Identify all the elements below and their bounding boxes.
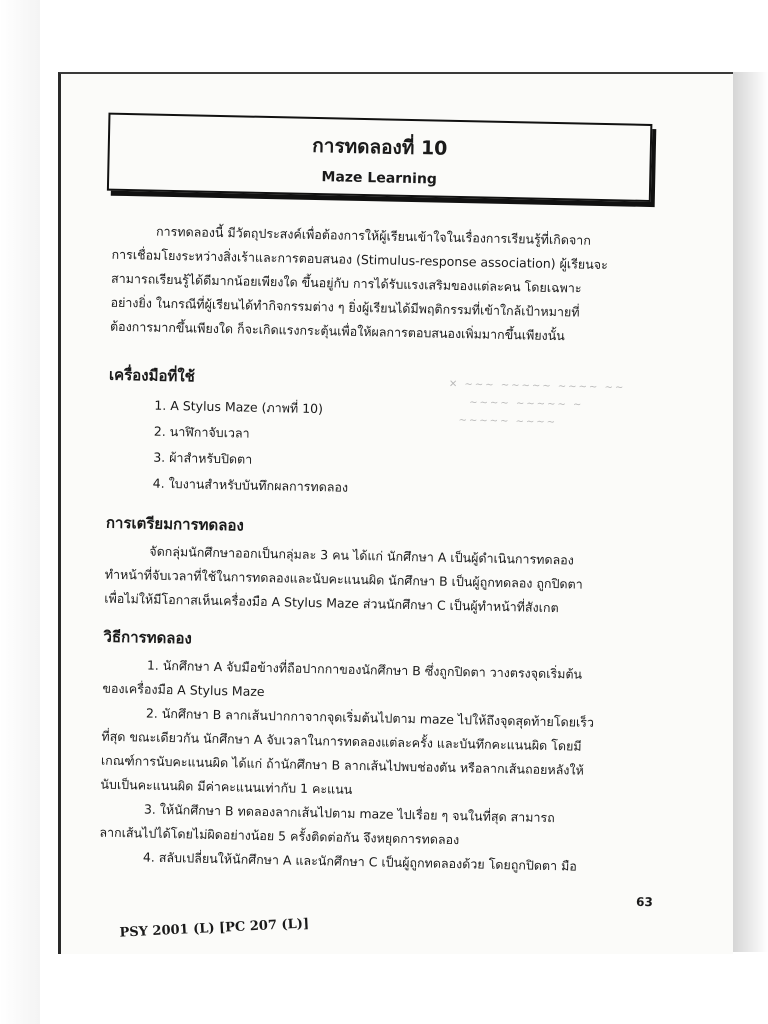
method-line: 1. นักศึกษา A จับมือข้างที่ถือปากกาของนักศึกษา B ซึ่งถูกปิดตา วางตรงจุดเริ่มต้น (146, 657, 583, 682)
page-number: 63 (635, 894, 653, 910)
method-line: ที่สุด ขณะเดียวกัน นักศึกษา A จับเวลาในการทดลองแต่ละครั้ง และบันทึกคะแนนผิด โดยมี (101, 728, 582, 754)
method-line: 2. นักศึกษา B ลากเส้นปากกาจากจุดเริ่มต้นไปตาม maze ไปให้ถึงจุดสุดท้ายโดยเร็ว (145, 705, 595, 730)
tools-heading: เครื่องมือที่ใช้ (108, 365, 196, 386)
method-paragraph (99, 653, 659, 881)
method-line: 4. สลับเปลี่ยนให้นักศึกษา A และนักศึกษา C เป็นผู้ถูกทดลองด้วย โดยถูกปิดตา มือ (142, 849, 578, 874)
method-line: เกณฑ์การนับคะแนนผิด ได้แก่ ถ้านักศึกษา B ลากเส้นไปพบช่องตัน หรือลากเส้นถอยหลังให้ (100, 752, 584, 778)
course-code-footer: PSY 2001 (L) [PC 207 (L)] (119, 916, 310, 941)
page-title: การทดลองที่ 10 (312, 134, 448, 160)
page-subtitle: Maze Learning (321, 169, 438, 188)
tool-item: 2. นาฬิกาจับเวลา (153, 423, 250, 441)
method-line: นับเป็นคะแนนผิด มีค่าคะแนนเท่ากับ 1 คะแนน (100, 776, 353, 797)
intro-line: การเชื่อมโยงระหว่างสิ่งเร้าและการตอบสนอง (Stimulus-response association) ผู้เรียนจะ (111, 246, 608, 273)
document-page (58, 72, 733, 954)
prep-heading: การเตรียมการทดลอง (105, 513, 244, 535)
method-line: ของเครื่องมือ A Stylus Maze (102, 680, 265, 700)
method-heading: วิธีการทดลอง (103, 627, 193, 648)
title-box (107, 113, 653, 202)
prep-line: เพื่อไม่ให้มีโอกาสเห็นเครื่องมือ A Stylus Maze ส่วนนักศึกษา C เป็นผู้ทำหน้าที่สังเกต (104, 590, 559, 616)
tool-item: 3. ผ้าสำหรับปิดตา (153, 449, 253, 467)
intro-line: ต้องการมากขึ้นเพียงใด ก็จะเกิดแรงกระตุ้นเพื่อให้ผลการตอบสนองเพิ่มมากขึ้นเพียงนั้น (109, 318, 565, 344)
prep-line: ทำหน้าที่จับเวลาที่ใช้ในการทดลองและนับคะแนนผิด นักศึกษา B เป็นผู้ถูกทดลอง ถูกปิดตา (104, 566, 583, 592)
tool-item: 1. A Stylus Maze (ภาพที่ 10) (154, 397, 324, 417)
prep-paragraph (104, 539, 661, 623)
pencil-annotation: ✕ ~~~ ~~~~~ ~~~~ ~~ ~~~~ ~~~~~ ~ ~~~~~ ~~~~ (448, 378, 626, 429)
intro-line: อย่างยิ่ง ในกรณีที่ผู้เรียนได้ทำกิจกรรมต่าง ๆ ยิ่งผู้เรียนได้มีพฤติกรรมที่เข้าใกล้เป้าหมายที่ (110, 294, 580, 320)
intro-line: สามารถเรียนรู้ได้ดีมากน้อยเพียงใด ขึ้นอยู่กับ การได้รับแรงเสริมของแต่ละคน โดยเฉพาะ (110, 270, 582, 296)
method-line: ลากเส้นไปได้โดยไม่ผิดอย่างน้อย 5 ครั้งติดต่อกัน จึงหยุดการทดลอง (99, 824, 460, 848)
scan-margin (0, 0, 40, 1024)
page-content (51, 68, 741, 962)
tool-item: 4. ใบงานสำหรับบันทึกผลการทดลอง (152, 475, 349, 495)
prep-line: จัดกลุ่มนักศึกษาออกเป็นกลุ่มละ 3 คน ได้แก่ นักศึกษา A เป็นผู้ดำเนินการทดลอง (149, 543, 575, 568)
intro-line: การทดลองนี้ มีวัตถุประสงค์เพื่อต้องการให้ผู้เรียนเข้าใจในเรื่องการเรียนรู้ที่เกิดจาก (155, 223, 592, 248)
intro-paragraph (110, 219, 668, 351)
method-line: 3. ให้นักศึกษา B ทดลองลากเส้นไปตาม maze ไปเรื่อย ๆ จนในที่สุด สามารถ (143, 801, 555, 826)
